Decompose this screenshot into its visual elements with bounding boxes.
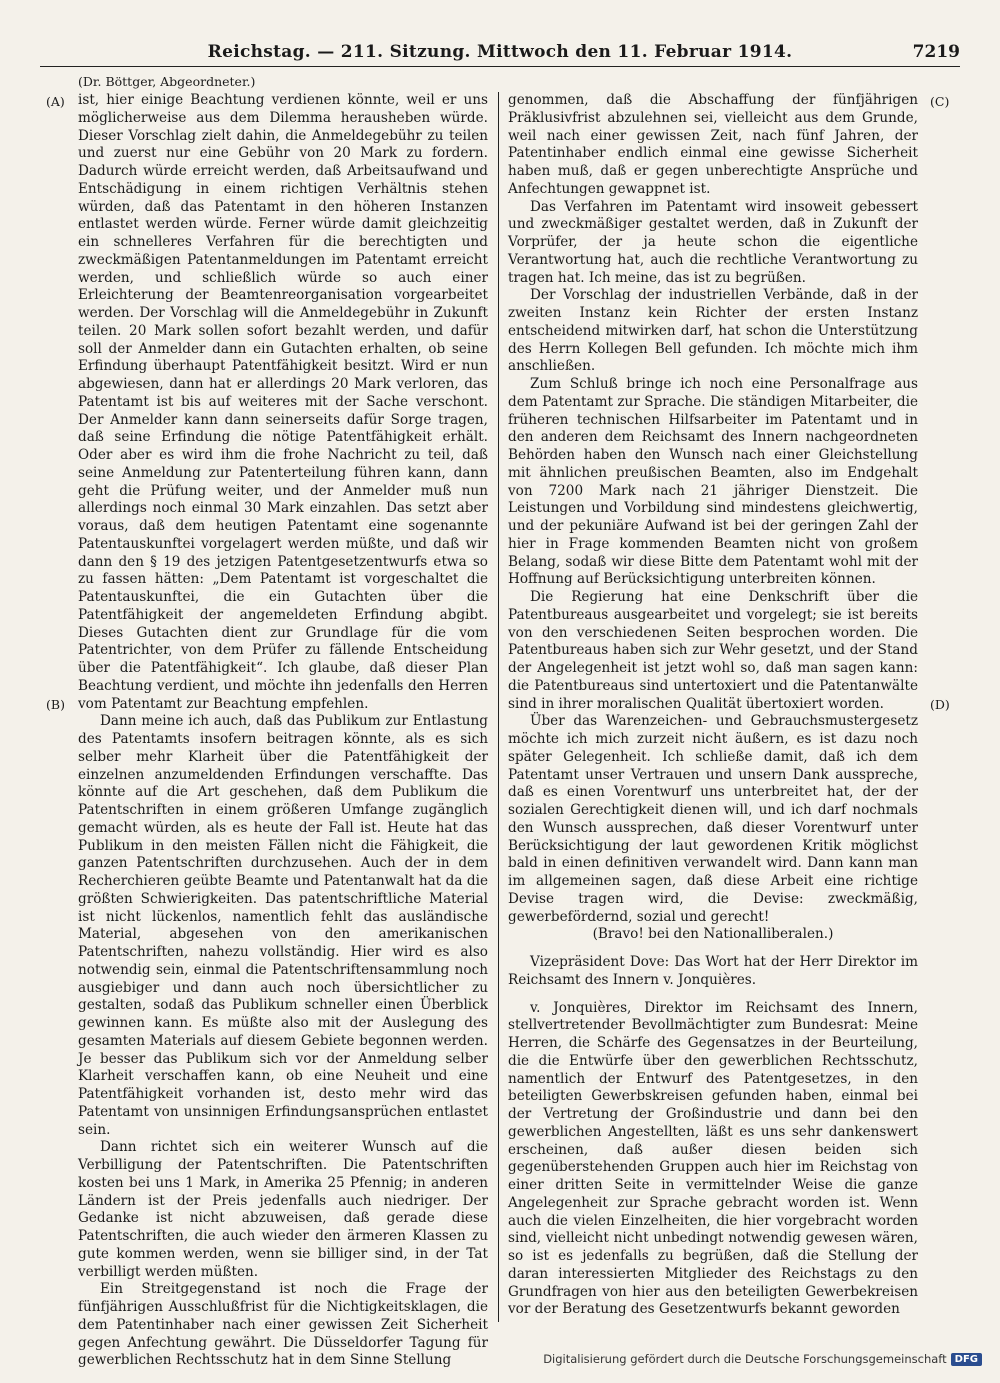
margin-marker-c: (C)	[930, 94, 950, 109]
margin-marker-b: (B)	[46, 697, 65, 712]
speaker-jonquieres: v. Jonquières, Direktor im Reichsamt des Innern, stellvertretender Bevollmächtigter zum Bundesrat: Meine Herren, die Schärfe des Gegensatzes in der Beurteilung, die die Entwürfe über den gewerblichen Rechtsschutz, namentlich der Entwurf des Patentgesetzes, in den beteiligten Gewerbskreisen gefunden haben, einmal bei der Vertretung der Großindustrie und dann bei den gewerblichen Angestellten, läßt es uns sehr dankenswert erscheinen, daß außer diesen beiden sich gegenüberstehenden Gruppen auch hier im Reichstag von einer dritten Seite in vermittelnder Weise die ganze Angelegenheit zur Sprache gebracht worden ist. Wenn auch die vielen Einzelheiten, die hier vorgebracht worden sind, vielleicht nicht unbedingt notwendig gewesen wären, so ist es jedenfalls zu begrüßen, daß die Stellung der daran interessierten Mitglieder des Reichstags zu den Grundfragen von hier aus den beteiligten Gewerbekreisen vor der Beratung des Gesetzentwurfs bekannt geworden	[508, 999, 918, 1318]
footer	[543, 1352, 982, 1366]
paragraph: Das Verfahren im Patentamt wird insoweit gebessert und zweckmäßiger gestaltet werden, daß in Zukunft der Vorprüfer, der ja heute schon die eigentliche Verantwortung hat, auch die rechtliche Verantwortung zu tragen hat. Ich meine, das ist zu begrüßen.	[508, 198, 918, 286]
paragraph: Ein Streitgegenstand ist noch die Frage der fünfjährigen Ausschlußfrist für die Nichtigkeitsklagen, die dem Patentinhaber nach einer gewissen Zeit Sicherheit gegen Anfechtung gewährt. Die Düsseldorfer Tagung für gewerblichen Rechtsschutz hat in dem Sinne Stellung	[78, 1281, 488, 1369]
paragraph: Der Vorschlag der industriellen Verbände, daß in der zweiten Instanz kein Richter der ersten Instanz entscheidend mitwirken darf, hat schon die Unterstützung des Herrn Kollegen Bell gefunden. Ich möchte mich ihm anschließen.	[508, 287, 918, 375]
paragraph: Dann meine ich auch, daß das Publikum zur Entlastung des Patentamts insofern beitragen könnte, als es sich selber mehr Klarheit über die Patentfähigkeit der einzelnen anzumeldenden Erfindungen verschaffte. Das könnte auf die Art geschehen, daß dem Publikum die Patentschriften in einem größeren Umfange zugänglich gemacht würden, als es heute der Fall ist. Heute hat das Publikum in den meisten Fällen nicht die Fähigkeit, die ganzen Patentschriften durchzusehen. Auch der in dem Recherchieren geübte Beamte und Patentanwalt hat da die größten Schwierigkeiten. Das patentschriftliche Material ist nicht lückenlos, namentlich fehlt das ausländische Material, abgesehen von den amerikanischen Patentschriften, nahezu vollständig. Hier wird es also notwendig sein, einmal die Patentschriftensammlung noch ausgiebiger und dann auch noch übersichtlicher zu gestalten, sodaß das Publikum schneller einen Überblick gewinnen kann. Es müßte also mit der Auslegung des gesamten Materials auf diesem Gebiete begonnen werden. Je besser das Publikum sich vor der Anmeldung selber Klarheit verschaffen kann, ob eine Neuheit und eine Patentfähigkeit vorhanden ist, desto mehr wird das Patentamt von unsinnigen Erfindungsansprüchen entlastet sein.	[78, 713, 488, 1138]
margin-marker-a: (A)	[46, 94, 65, 109]
speaker-vizepraesident: Vizepräsident Dove: Das Wort hat der Herr Direktor im Reichsamt des Innern v. Jonquières.	[508, 954, 918, 988]
speaker-line: (Dr. Böttger, Abgeordneter.)	[78, 74, 256, 89]
paragraph: Die Regierung hat eine Denkschrift über die Patentbureaus ausgearbeitet und vorgelegt; sie ist bereits von den verschiedenen Seiten besprochen worden. Die Patentbureaus haben sich zur Wehr gesetzt, und der Stand der Angelegenheit ist jetzt wohl so, daß man sagen kann: die Patentbureaus sind untertoxiert und die Patentanwälte sind in ihrer moralischen Qualität übertoxiert worden.	[508, 589, 918, 712]
paragraph: ist, hier einige Beachtung verdienen könnte, weil er uns möglicherweise aus dem Dilemma herausheben würde. Dieser Vorschlag zielt dahin, die Anmeldegebühr zu teilen und zuerst nur eine Gebühr von 20 Mark zu fordern. Dadurch würde erreicht werden, daß Arbeitsaufwand und Entschädigung in einem richtigen Verhältnis stehen würden, daß das Patentamt in den höheren Instanzen entlastet werden würde. Ferner würde damit gleichzeitig ein schnelleres Verfahren für die berechtigten und zweckmäßigen Patentanmeldungen im Patentamt erreicht werden, und schließlich würde so auch einer Erleichterung der Beamtenreorganisation vorgearbeitet werden. Der Vorschlag will die Anmeldegebühr in Zukunft teilen. 20 Mark sollen sofort bezahlt werden, und dafür soll der Anmelder dann ein Gutachten erhalten, ob seine Erfindung überhaupt Patentfähigkeit besitzt. Wird er nun abgewiesen, dann hat er allerdings 20 Mark verloren, das Patentamt ist bis auf weiteres mit der Sache verschont. Der Anmelder kann dann seinerseits dafür Sorge tragen, daß seine Erfindung die nötige Patentfähigkeit erhält. Oder aber es wird ihm die frohe Nachricht zu teil, daß seine Anmeldung zur Patenterteilung führen kann, dann geht die Prüfung weiter, und der Anmelder muß nun allerdings noch einmal 30 Mark einzahlen. Das setzt aber voraus, daß dem heutigen Patentamt eine sogenannte Patentauskunftei vorgelagert werden müßte, und daß wir dann den § 19 des jetzigen Patentgesetzentwurfs etwa so zu fassen hätten: „Dem Patentamt ist vorgeschaltet die Patentauskunftei, die ein Gutachten über die Patentfähigkeit der angemeldeten Erfindung abgibt. Dieses Gutachten dient zur Grundlage für die vom Patentrichter, von dem Prüfer zu fällende Entscheidung über die Patentfähigkeit“. Ich glaube, daß dieser Plan Beachtung verdient, und möchte ihn jedenfalls den Herren vom Patentamt zur Beachtung empfehlen.	[78, 92, 488, 712]
dfg-logo: DFG	[951, 1353, 982, 1366]
left-column	[78, 92, 488, 1370]
footer-text: Digitalisierung gefördert durch die Deutsche Forschungsgemeinschaft	[543, 1352, 947, 1366]
page-header	[40, 42, 960, 67]
paragraph: Dann richtet sich ein weiterer Wunsch auf die Verbilligung der Patentschriften. Die Patentschriften kosten bei uns 1 Mark, in Amerika 25 Pfennig; in anderen Ländern ist der Preis jedenfalls auch niedriger. Der Gedanke ist nicht abzuweisen, daß gerade diese Patentschriften, die auch wieder den ärmeren Klassen zu gute kommen werden, wenn sie billiger sind, in der Tat verbilligt werden müßten.	[78, 1139, 488, 1280]
page-number: 7219	[912, 42, 960, 62]
column-divider	[498, 92, 499, 1322]
paragraph: Zum Schluß bringe ich noch eine Personalfrage aus dem Patentamt zur Sprache. Die ständigen Mitarbeiter, die früheren technischen Hilfsarbeiter im Patentamt und in den anderen dem Reichsamt des Innern nachgeordneten Behörden haben den Wunsch nach einer Gleichstellung mit ähnlichen preußischen Beamten, also im Endgehalt von 7200 Mark nach 21 jähriger Dienstzeit. Die Leistungen und Vorbildung sind mindestens gleichwertig, und der pekuniäre Aufwand ist bei der geringen Zahl der hier in Frage kommenden Beamten nicht von großem Belang, sodaß wir diese Bitte dem Patentamt wohl mit der Hoffnung auf Berücksichtigung unterbreiten können.	[508, 376, 918, 588]
applause-note: (Bravo! bei den Nationalliberalen.)	[592, 926, 834, 943]
paragraph: genommen, daß die Abschaffung der fünfjährigen Präklusivfrist abzulehnen sei, vielleicht aus dem Grunde, weil nach einer gewissen Zeit, nach fünf Jahren, der Patentinhaber endlich einmal eine gewisse Sicherheit haben muß, daß er gegen unberechtigte Ansprüche und Anfechtungen gewappnet ist.	[508, 92, 918, 197]
paragraph: Über das Warenzeichen- und Gebrauchsmustergesetz möchte ich mich zurzeit nicht äußern, es ist dazu noch später Gelegenheit. Ich schließe damit, daß ich dem Patentamt unser Vertrauen und unsern Dank ausspreche, daß es einen Vorentwurf uns unterbreitet hat, der der sozialen Gerechtigkeit dienen will, und ich darf nochmals den Wunsch aussprechen, daß dieser Vorentwurf unter Berücksichtigung der laut gewordenen Kritik möglichst bald in einen definitiven verwandelt wird. Dann kann man im allgemeinen sagen, daß diese Arbeit eine richtige Devise tragen wird, die Devise: zweckmäßig, gewerbefördernd, sozial und gerecht!	[508, 713, 918, 925]
right-column	[508, 92, 918, 1319]
header-title: Reichstag. — 211. Sitzung. Mittwoch den 11. Februar 1914.	[207, 42, 793, 62]
margin-marker-d: (D)	[930, 697, 950, 712]
